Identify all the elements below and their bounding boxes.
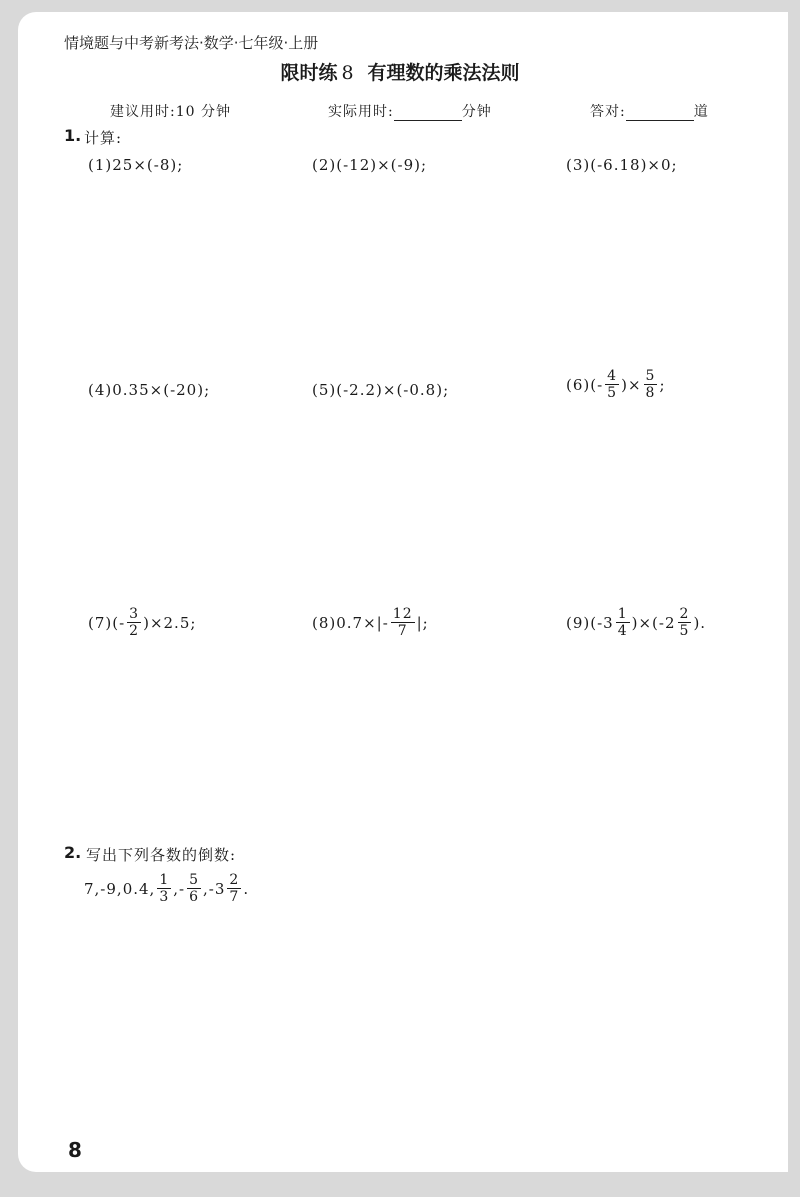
problem-8-text-b: |; [416, 613, 429, 632]
problem-9-text-a: (9)(-3 [566, 613, 614, 632]
correct-label: 答对: [590, 104, 626, 120]
question-1-number: 1. [64, 126, 82, 145]
book-series-header: 情境题与中考新考法·数学·七年级·上册 [64, 34, 319, 52]
fraction [391, 606, 415, 639]
problem-3: (3)(-6.18)×0; [566, 156, 678, 174]
denominator: 5 [679, 623, 690, 640]
reciprocal-text-e: . [243, 879, 250, 898]
page-number: 8 [68, 1138, 82, 1162]
numerator: 2 [679, 606, 690, 622]
numerator: 3 [129, 606, 140, 622]
numerator: 1 [159, 872, 170, 888]
problem-7-text-b: )×2.5; [143, 613, 197, 632]
title-number: 8 [341, 62, 354, 84]
problem-7 [88, 606, 196, 639]
denominator: 6 [189, 889, 200, 906]
actual-time [328, 101, 492, 121]
actual-time-blank[interactable] [394, 106, 462, 121]
fraction [227, 872, 241, 905]
title-topic: 有理数的乘法法则 [367, 62, 520, 84]
suggested-time: 建议用时:10 分钟 [110, 104, 231, 120]
correct-blank[interactable] [626, 106, 694, 121]
reciprocal-text-c: ,-3 [203, 879, 226, 898]
problem-1: (1)25×(-8); [88, 156, 184, 174]
title-prefix: 限时练 [280, 62, 338, 84]
problem-8-text-a: (8)0.7×|- [312, 613, 389, 632]
numerator: 5 [189, 872, 200, 888]
reciprocal-text-a: 7,-9,0.4, [84, 879, 156, 898]
numerator: 5 [645, 368, 656, 384]
fraction [605, 368, 619, 401]
fraction [127, 606, 141, 639]
denominator: 8 [645, 385, 656, 402]
reciprocal-text-b: ,- [173, 879, 186, 898]
worksheet-page [18, 12, 788, 1172]
denominator: 4 [617, 623, 628, 640]
denominator: 7 [229, 889, 240, 906]
problem-9 [566, 606, 706, 639]
numerator: 2 [229, 872, 240, 888]
problem-5: (5)(-2.2)×(-0.8); [312, 381, 450, 399]
numerator: 1 [617, 606, 628, 622]
numerator: 4 [607, 368, 618, 384]
problem-4: (4)0.35×(-20); [88, 381, 211, 399]
problem-7-text-a: (7)(- [88, 613, 126, 632]
fraction [678, 606, 692, 639]
denominator: 5 [607, 385, 618, 402]
correct-count [590, 101, 709, 121]
problem-8 [312, 606, 429, 639]
reciprocal-list [84, 872, 249, 905]
actual-time-unit: 分钟 [461, 104, 492, 120]
page-title [0, 58, 800, 85]
problem-6-text-c: ; [659, 375, 666, 394]
denominator: 2 [129, 623, 140, 640]
problem-9-text-b: )×(-2 [631, 613, 676, 632]
fraction [616, 606, 630, 639]
problem-6 [566, 368, 666, 401]
problem-6-text-b: )× [621, 375, 642, 394]
numerator: 12 [392, 606, 413, 622]
actual-time-label: 实际用时: [328, 104, 394, 120]
denominator: 3 [159, 889, 170, 906]
question-1-prompt: 计算: [84, 129, 123, 147]
correct-unit: 道 [693, 104, 709, 120]
fraction [644, 368, 658, 401]
denominator: 7 [397, 623, 408, 640]
question-2-number: 2. [64, 843, 82, 862]
problem-9-text-c: ). [693, 613, 707, 632]
fraction [187, 872, 201, 905]
fraction [157, 872, 171, 905]
problem-6-text-a: (6)(- [566, 375, 604, 394]
question-2-prompt: 写出下列各数的倒数: [86, 846, 237, 864]
problem-2: (2)(-12)×(-9); [312, 156, 428, 174]
